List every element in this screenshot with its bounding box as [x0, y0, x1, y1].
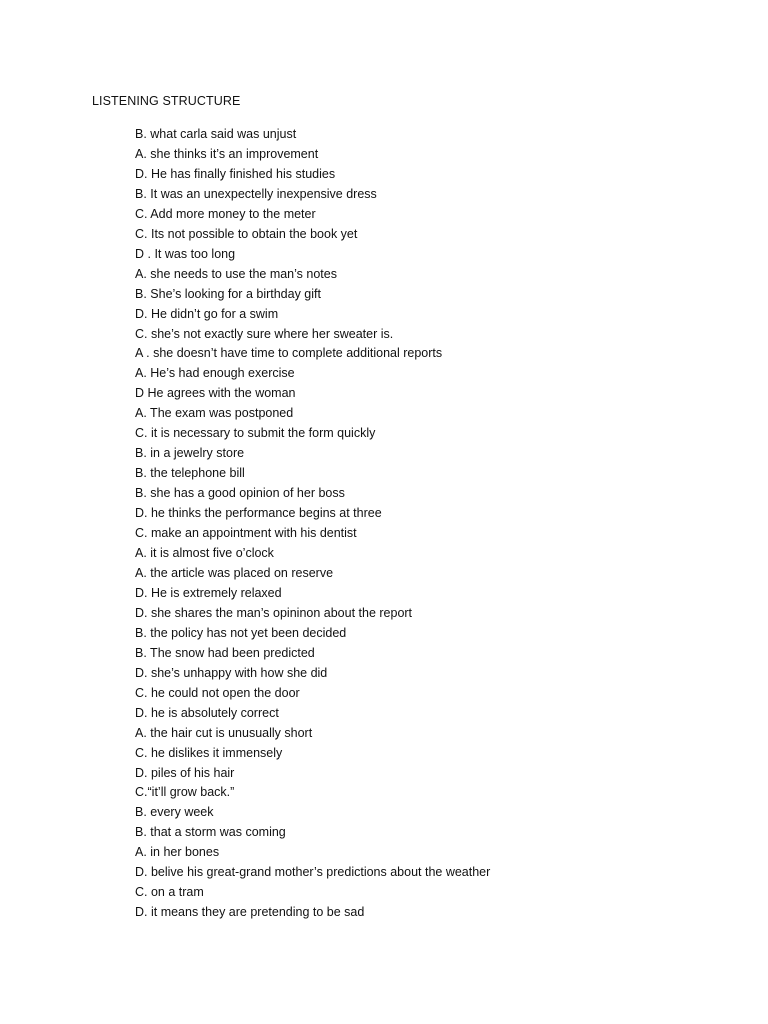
item-answer: B. It was an unexpectelly inexpensive dress: [135, 186, 377, 201]
item-answer: D. he is absolutely correct: [135, 705, 279, 720]
item-answer: D. He didn’t go for a swim: [135, 306, 279, 321]
page-title: LISTENING STRUCTURE: [92, 94, 241, 108]
item-answer: B. that a storm was coming: [135, 825, 286, 840]
item-answer: D. He has finally finished his studies: [135, 166, 336, 181]
item-answer: B. The snow had been predicted: [135, 645, 315, 660]
item-answer: B. the telephone bill: [135, 466, 245, 481]
item-answer: C. make an appointment with his dentist: [135, 526, 357, 541]
item-answer: B. She’s looking for a birthday gift: [135, 286, 321, 301]
item-answer: A. He’s had enough exercise: [135, 366, 295, 381]
item-answer: A. the hair cut is unusually short: [135, 725, 313, 740]
item-answer: C. he dislikes it immensely: [135, 745, 283, 760]
item-answer: A. she needs to use the man’s notes: [135, 266, 337, 281]
item-answer: A . she doesn’t have time to complete additional reports: [135, 346, 443, 361]
item-answer: D . It was too long: [135, 246, 236, 261]
item-answer: A. it is almost five o’clock: [135, 546, 274, 561]
item-answer: D. He is extremely relaxed: [135, 585, 282, 600]
item-answer: D. she shares the man’s opininon about the report: [135, 605, 413, 620]
item-answer: A. she thinks it’s an improvement: [135, 146, 319, 161]
item-answer: C. she’s not exactly sure where her sweater is.: [135, 326, 394, 341]
item-answer: C. Its not possible to obtain the book yet: [135, 226, 358, 241]
item-answer: D. it means they are pretending to be sad: [135, 905, 365, 920]
item-answer: D. belive his great-grand mother’s predictions about the weather: [135, 865, 491, 880]
item-answer: B. she has a good opinion of her boss: [135, 486, 345, 501]
item-answer: B. in a jewelry store: [135, 446, 245, 461]
item-answer: B. every week: [135, 805, 214, 820]
item-answer: A. the article was placed on reserve: [135, 565, 334, 580]
item-answer: B. the policy has not yet been decided: [135, 625, 347, 640]
item-answer: C. Add more money to the meter: [135, 206, 316, 221]
item-answer: C. on a tram: [135, 885, 204, 900]
item-answer: C. it is necessary to submit the form quickly: [135, 426, 376, 441]
item-answer: A. in her bones: [135, 845, 220, 860]
item-answer: C. he could not open the door: [135, 685, 300, 700]
item-answer: D He agrees with the woman: [135, 386, 296, 401]
item-answer: D. piles of his hair: [135, 765, 235, 780]
item-answer: B. what carla said was unjust: [135, 127, 297, 141]
item-answer: D. he thinks the performance begins at three: [135, 506, 382, 521]
item-answer: A. The exam was postponed: [135, 406, 294, 421]
item-answer: C.“it’ll grow back.”: [135, 785, 235, 800]
item-answer: D. she’s unhappy with how she did: [135, 665, 328, 680]
